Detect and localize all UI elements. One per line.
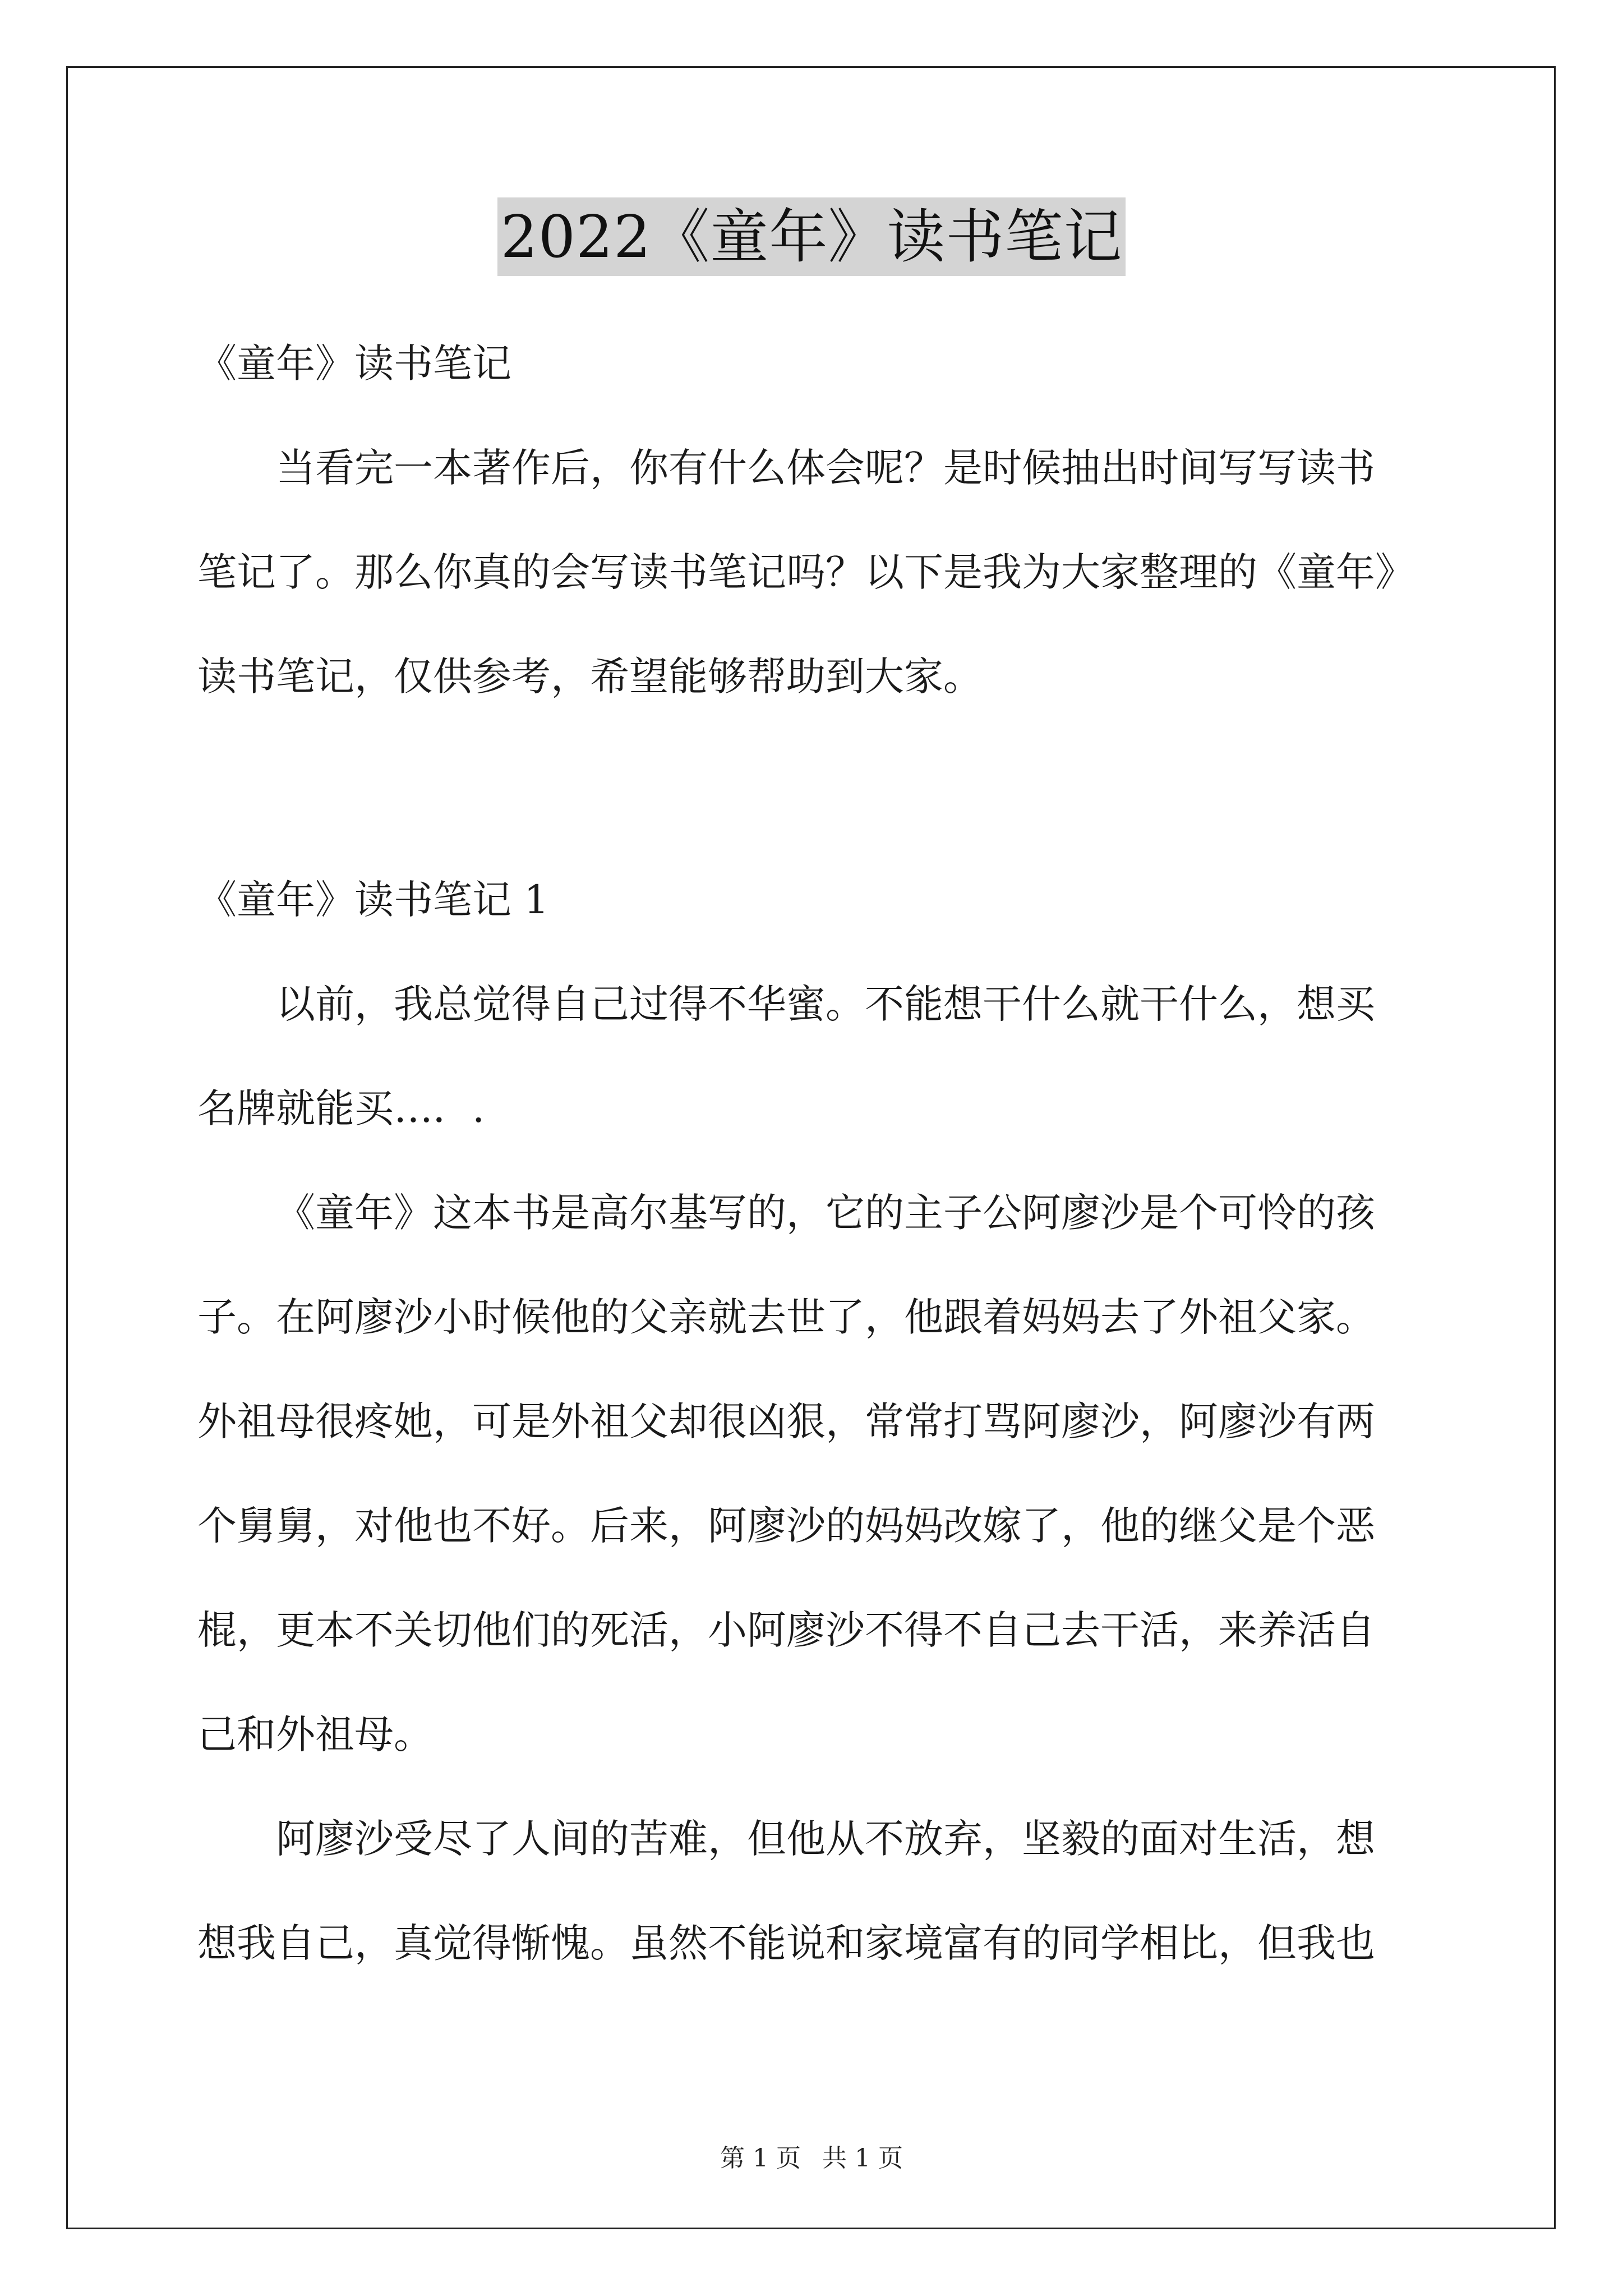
page-total: 共 1 页 <box>822 2144 903 2173</box>
paragraph-line: 名牌就能买…．. <box>197 1085 485 1131</box>
page-border <box>66 66 1556 2229</box>
document-title: 2022《童年》读书笔记 <box>497 197 1126 276</box>
paragraph-line: 个舅舅，对他也不好。后来，阿廖沙的妈妈改嫁了，他的继父是个恶 <box>197 1503 1375 1549</box>
paragraph-line: 棍，更本不关切他们的死活，小阿廖沙不得不自己去干活，来养活自 <box>197 1607 1375 1653</box>
intro-line: 笔记了。那么你真的会写读书笔记吗？以下是我为大家整理的《童年》 <box>197 549 1414 595</box>
paragraph-line: 子。在阿廖沙小时候他的父亲就去世了，他跟着妈妈去了外祖父家。 <box>197 1294 1375 1340</box>
title-wrap <box>0 197 1623 276</box>
intro-line: 当看完一本著作后，你有什么体会呢？是时候抽出时间写写读书 <box>276 445 1375 491</box>
subtitle: 《童年》读书笔记 <box>197 341 511 386</box>
paragraph-line: 想我自己，真觉得惭愧。虽然不能说和家境富有的同学相比，但我也 <box>197 1920 1375 1966</box>
paragraph-line: 《童年》这本书是高尔基写的，它的主子公阿廖沙是个可怜的孩 <box>276 1190 1375 1236</box>
paragraph-line: 阿廖沙受尽了人间的苦难，但他从不放弃，坚毅的面对生活，想 <box>276 1816 1375 1862</box>
intro-line: 读书笔记，仅供参考，希望能够帮助到大家。 <box>197 654 983 700</box>
paragraph-line: 己和外祖母。 <box>197 1711 433 1757</box>
paragraph-line: 以前，我总觉得自己过得不华蜜。不能想干什么就干什么，想买 <box>276 981 1375 1027</box>
page-footer <box>0 2142 1623 2175</box>
section-heading: 《童年》读书笔记 1 <box>197 877 549 923</box>
page-number: 第 1 页 <box>720 2144 801 2173</box>
paragraph-line: 外祖母很疼她，可是外祖父却很凶狠，常常打骂阿廖沙，阿廖沙有两 <box>197 1398 1375 1444</box>
